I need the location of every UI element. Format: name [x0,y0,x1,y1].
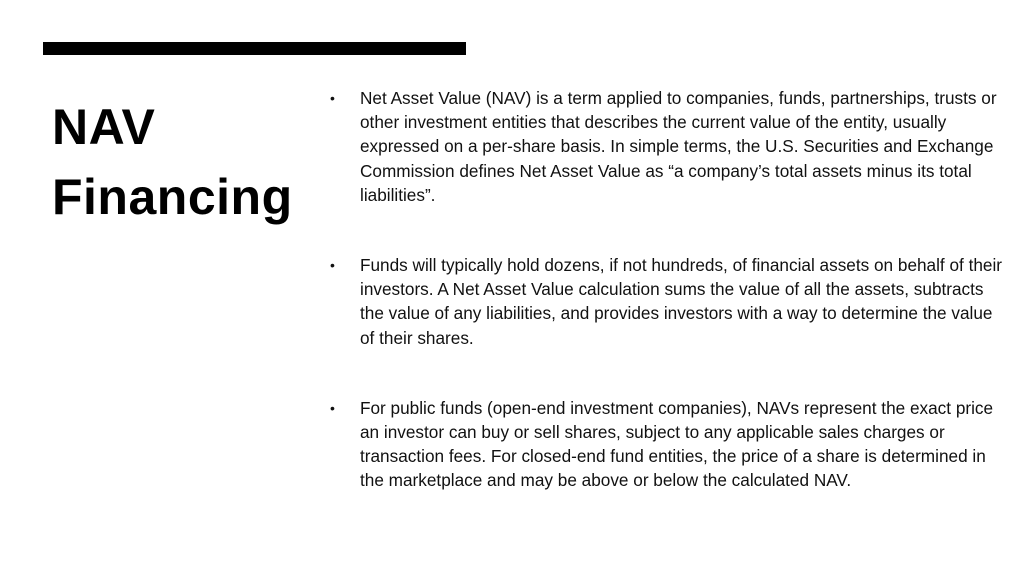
bullet-list [330,86,1006,493]
bullet-text: Net Asset Value (NAV) is a term applied to companies, funds, partnerships, trusts or other investment entities that describes the current value of the entity, usually expressed on a per-share basis. In simple terms, the U.S. Securities and Exchange Commission defines Net Asset Value as “a company’s total assets minus its total liabilities”. [360,88,997,205]
slide-title-line-2: Financing [52,169,293,225]
bullet-item [330,396,1006,493]
slide-title [52,92,322,232]
bullet-item [330,86,1006,207]
bullet-text: For public funds (open-end investment companies), NAVs represent the exact price an investor can buy or sell shares, subject to any applicable sales charges or transaction fees. For closed-end fund entities, the price of a share is determined in the marketplace and may be above or below the calculated NAV. [360,397,994,491]
bullet-text: Funds will typically hold dozens, if not hundreds, of financial assets on behalf of their investors. A Net Asset Value calculation sums the value of all the assets, subtracts the value of any liabilities, and provides investors with a way to determine the value of their shares. [360,255,1003,348]
title-accent-bar [43,42,466,55]
slide-title-line-1: NAV [52,99,156,155]
bullet-item [330,253,1006,350]
bullet-icon: • [330,90,335,106]
bullet-icon: • [330,257,335,274]
bullet-icon: • [330,399,335,416]
